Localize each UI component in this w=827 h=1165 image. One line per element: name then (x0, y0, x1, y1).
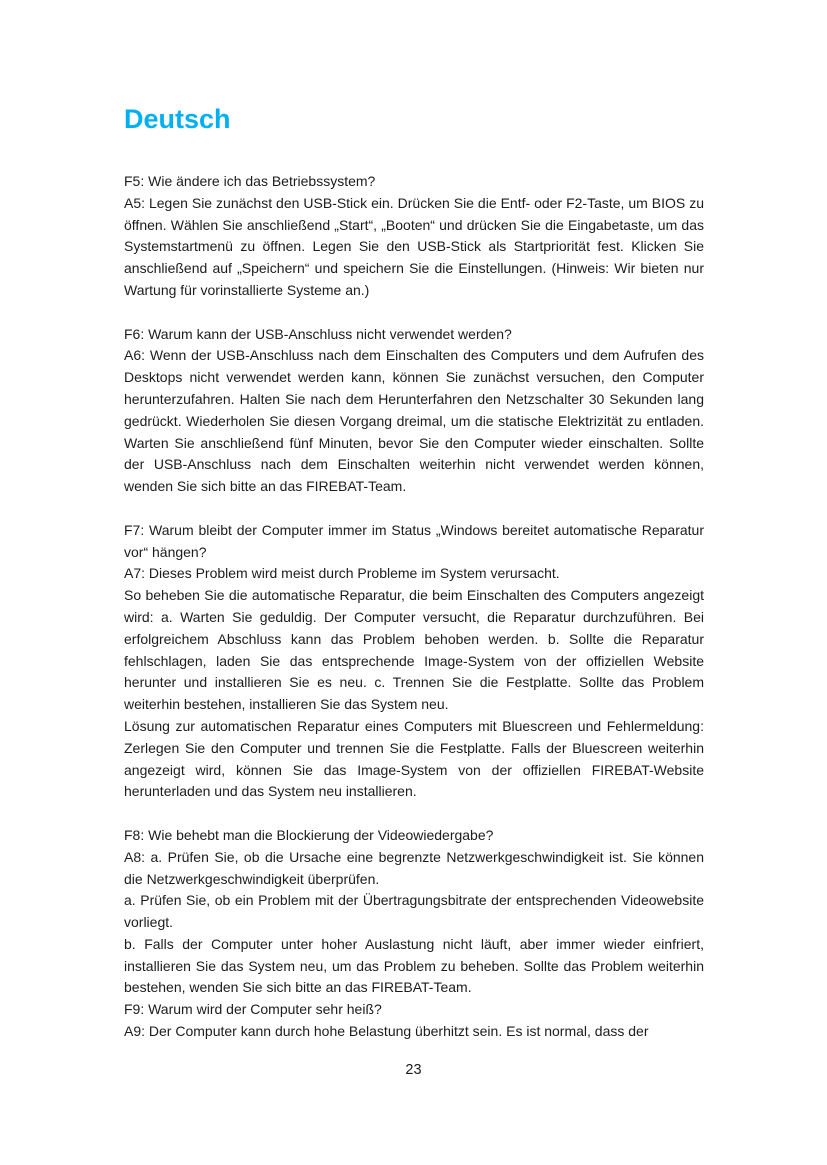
faq-block-f5 (124, 171, 704, 302)
faq-block-f8-f9 (124, 825, 704, 1043)
faq-answer: A6: Wenn der USB-Anschluss nach dem Einschalten des Computers und dem Aufrufen des Desktops nicht verwendet werden kann, können Sie zunächst versuchen, den Computer herunterzufahren. Halten Sie nach dem Herunterfahren den Netzschalter 30 Sekunden lang gedrückt. Wiederholen Sie diesen Vorgang dreimal, um die statische Elektrizität zu entladen. Warten Sie anschließend fünf Minuten, bevor Sie den Computer wieder einschalten. Sollte der USB-Anschluss nach dem Einschalten weiterhin nicht verwendet werden können, wenden Sie sich bitte an das FIREBAT-Team. (124, 347, 704, 495)
faq-answer: Lösung zur automatischen Reparatur eines Computers mit Bluescreen und Fehlermeldung: Zerlegen Sie den Computer und trennen Sie die Festplatte. Falls der Bluescreen weiterhin angezeigt wird, können Sie das Image-System von der offiziellen FIREBAT-Website herunterladen und das System neu installieren. (124, 717, 704, 800)
faq-question: F9: Warum wird der Computer sehr heiß? (124, 1001, 382, 1018)
faq-answer: A7: Dieses Problem wird meist durch Probleme im System verursacht. (124, 565, 560, 582)
faq-question: F8: Wie behebt man die Blockierung der Videowiedergabe? (124, 826, 494, 843)
faq-question: F7: Warum bleibt der Computer immer im Status „Windows bereitet automatische Reparatur vor“ hängen? (124, 521, 704, 560)
faq-answer: A9: Der Computer kann durch hohe Belastung überhitzt sein. Es ist normal, dass der (124, 1023, 649, 1040)
section-heading: Deutsch (124, 104, 231, 134)
page-number: 23 (405, 1062, 422, 1078)
faq-block-f7 (124, 520, 704, 803)
faq-answer: a. Prüfen Sie, ob ein Problem mit der Übertragungsbitrate der entsprechenden Videowebsite vorliegt. (124, 892, 704, 931)
faq-answer: A5: Legen Sie zunächst den USB-Stick ein. Drücken Sie die Entf- oder F2-Taste, um BIOS zu öffnen. Wählen Sie anschließend „Start“, „Booten“ und drücken Sie die Eingabetaste, um das Systemstartmenü zu öffnen. Legen Sie den USB-Stick als Startpriorität fest. Klicken Sie anschließend auf „Speichern“ und speichern Sie die Einstellungen. (Hinweis: Wir bieten nur Wartung für vorinstallierte Systeme an.) (124, 194, 704, 298)
document-page (124, 0, 704, 1043)
faq-answer: So beheben Sie die automatische Reparatur, die beim Einschalten des Computers angezeigt wird: a. Warten Sie geduldig. Der Computer versucht, die Reparatur durchzuführen. Bei erfolgreichem Abschluss kann das Problem behoben werden. b. Sollte die Reparatur fehlschlagen, laden Sie das entsprechende Image-System von der offiziellen Website herunter und installieren Sie es neu. c. Trennen Sie die Festplatte. Sollte das Problem weiterhin bestehen, installieren Sie das System neu. (124, 587, 704, 713)
faq-answer: A8: a. Prüfen Sie, ob die Ursache eine begrenzte Netzwerkgeschwindigkeit ist. Sie können die Netzwerkgeschwindigkeit überprüfen. (124, 848, 704, 887)
faq-question: F5: Wie ändere ich das Betriebssystem? (124, 173, 376, 189)
faq-question: F6: Warum kann der USB-Anschluss nicht verwendet werden? (124, 325, 512, 342)
faq-block-f6 (124, 324, 704, 498)
faq-answer: b. Falls der Computer unter hoher Auslastung nicht läuft, aber immer wieder einfriert, installieren Sie das System neu, um das Problem zu beheben. Sollte das Problem weiterhin bestehen, wenden Sie sich bitte an das FIREBAT-Team. (124, 935, 704, 996)
